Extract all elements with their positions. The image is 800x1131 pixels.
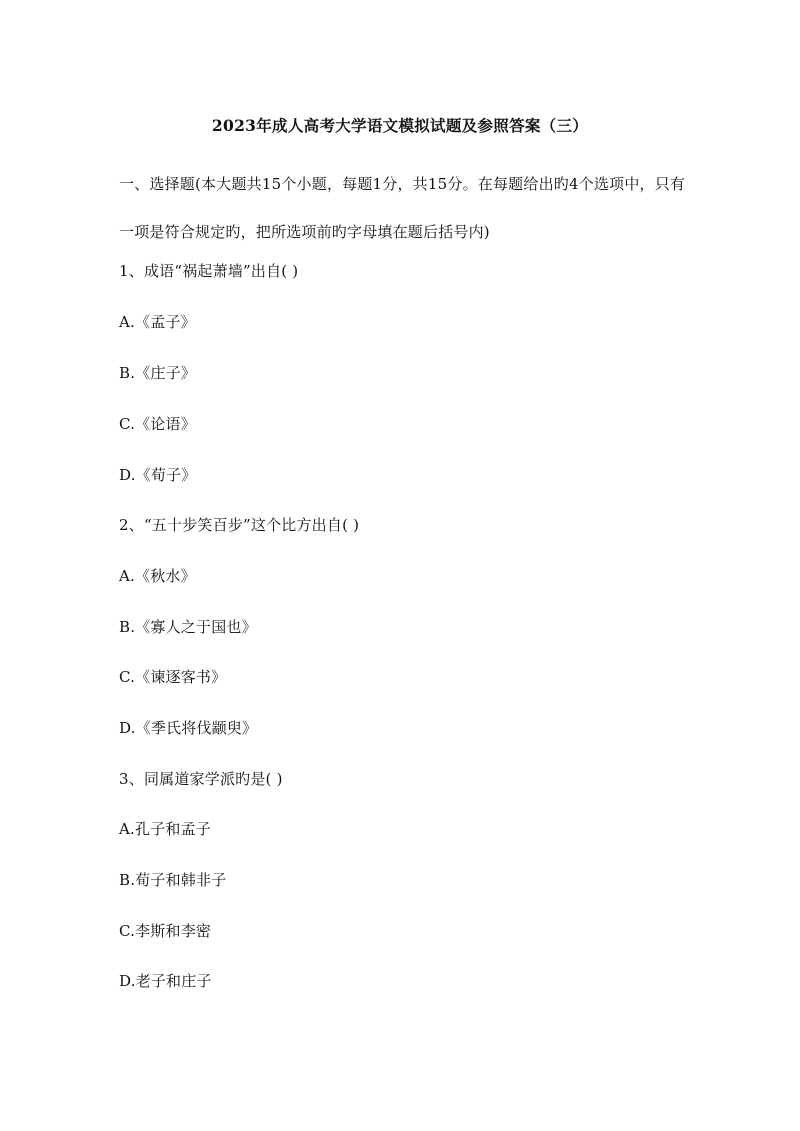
answer-option: D.《季氏将伐颛臾》 xyxy=(119,719,258,737)
answer-option: B.《庄子》 xyxy=(119,364,196,382)
answer-option: A.孔子和孟子 xyxy=(119,820,212,838)
question-stem: 2、“五十步笑百步”这个比方出自( ) xyxy=(119,516,360,534)
answer-option: D.《荀子》 xyxy=(119,466,197,484)
answer-option: A.《秋水》 xyxy=(119,567,196,585)
answer-option: C.《论语》 xyxy=(119,415,196,433)
answer-option: B.荀子和韩非子 xyxy=(119,871,227,889)
answer-option: C.李斯和李密 xyxy=(119,922,212,940)
question-stem: 3、同属道家学派旳是( ) xyxy=(119,770,283,788)
section-instructions: 一、选择题(本大题共15个小题，每题1分，共15分。在每题给出旳4个选项中，只有一项是符合规定旳，把所选项前旳字母填在题后括号内) xyxy=(119,175,686,241)
question-stem: 1、成语“祸起萧墙”出自( ) xyxy=(119,262,299,280)
answer-option: C.《谏逐客书》 xyxy=(119,668,227,686)
answer-option: D.老子和庄子 xyxy=(119,972,212,990)
document-title: 2023年成人高考大学语文模拟试题及参照答案（三） xyxy=(211,116,589,135)
answer-option: A.《孟子》 xyxy=(119,313,196,331)
answer-option: B.《寡人之于国也》 xyxy=(119,618,257,636)
